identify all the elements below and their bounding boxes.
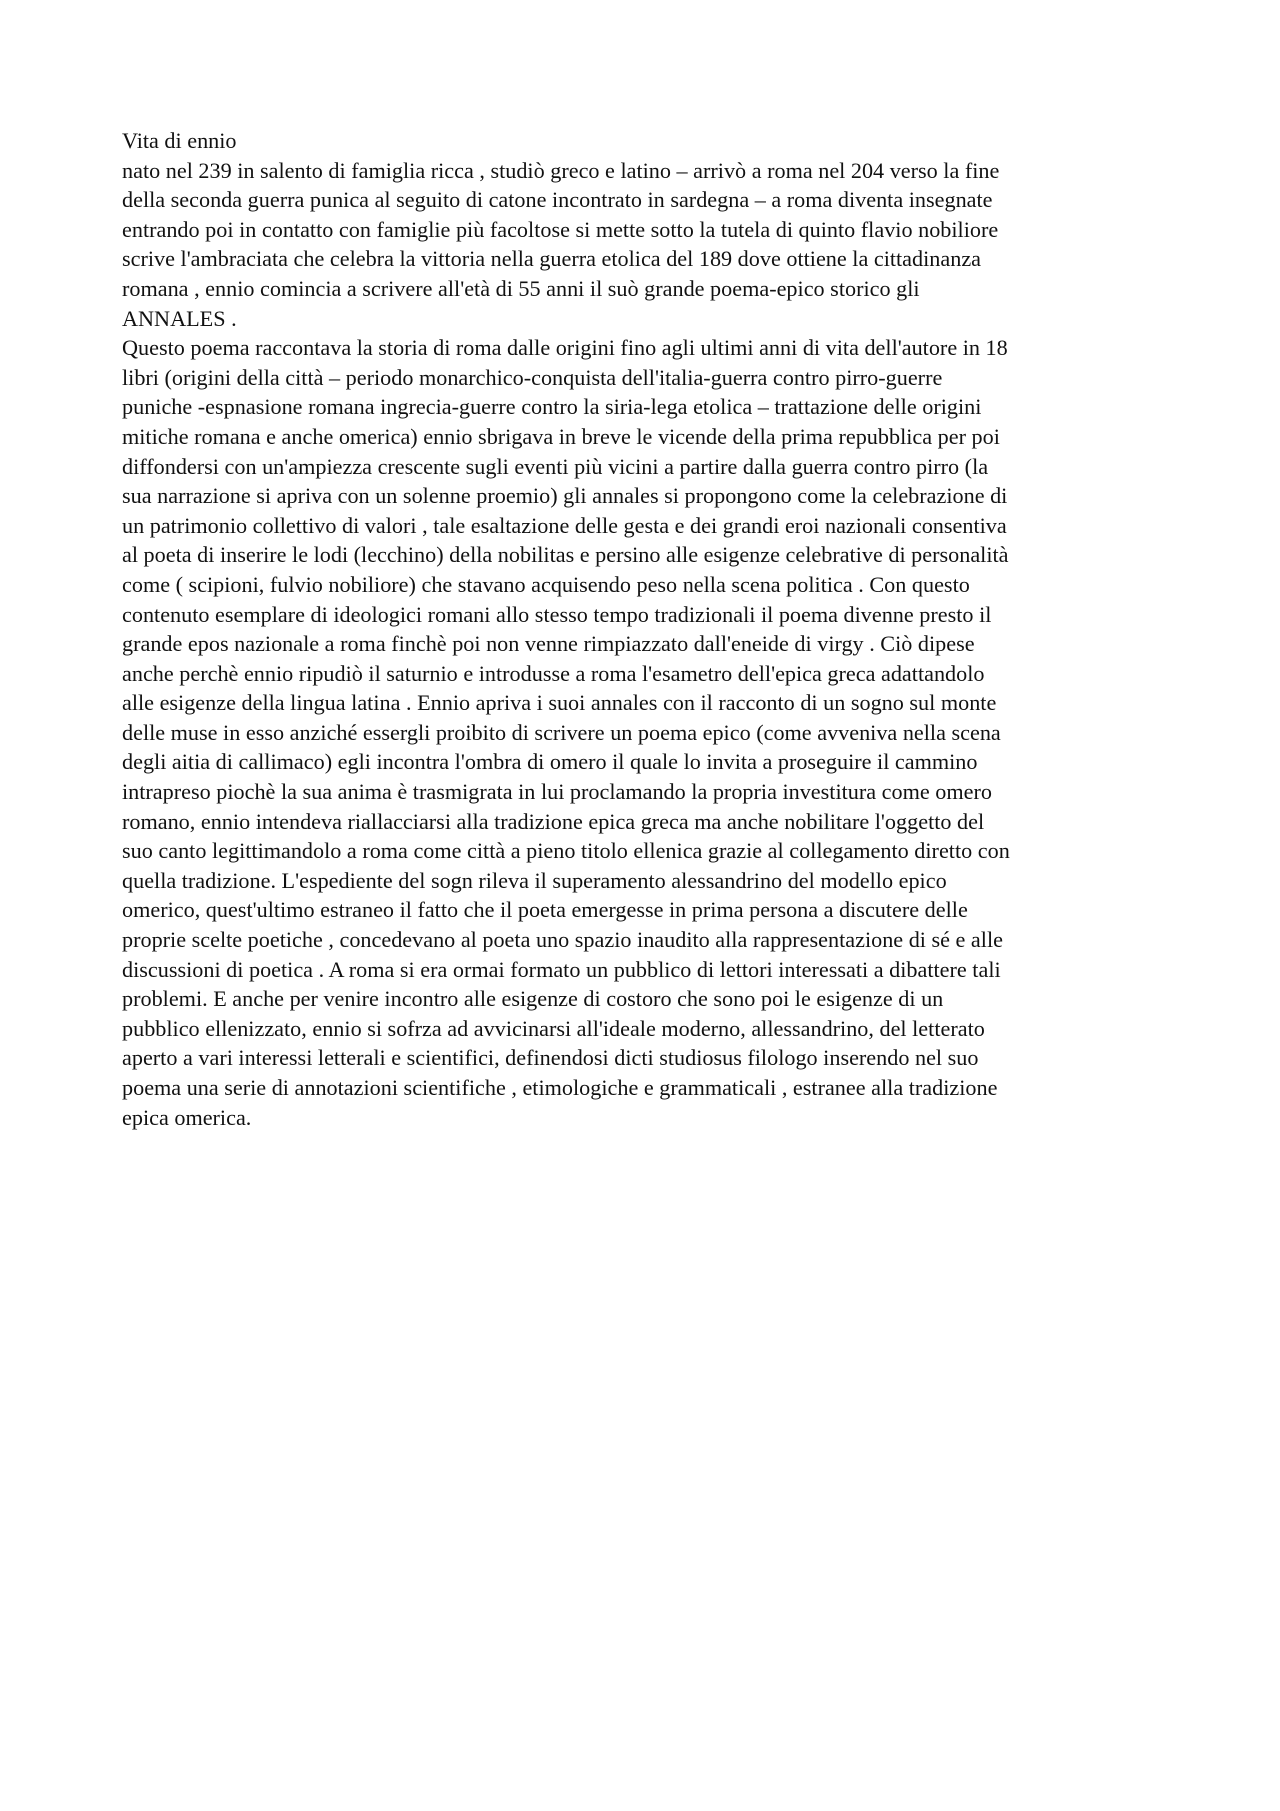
document-body (122, 126, 1162, 1132)
text-line: al poeta di inserire le lodi (lecchino) della nobilitas e persino alle esigenze celebrative di personalità (122, 542, 1009, 568)
text-line: puniche -espnasione romana ingrecia-guerre contro la siria-lega etolica – trattazione delle origini (122, 394, 982, 420)
text-line: pubblico ellenizzato, ennio si sofrza ad avvicinarsi all'ideale moderno, allessandrino, del letterato (122, 1015, 985, 1041)
text-line: sua narrazione si apriva con un solenne proemio) gli annales si propongono come la celebrazione di (122, 483, 1008, 509)
text-line: contenuto esemplare di ideologici romani allo stesso tempo tradizionali il poema divenne presto il (122, 601, 992, 627)
text-line: degli aitia di callimaco) egli incontra l'ombra di omero il quale lo invita a proseguire il cammino (122, 749, 978, 775)
text-line: poema una serie di annotazioni scientifiche , etimologiche e grammaticali , estranee alla tradizione (122, 1075, 998, 1100)
text-line: omerico, quest'ultimo estraneo il fatto che il poeta emergesse in prima persona a discutere delle (122, 897, 968, 923)
text-line: scrive l'ambraciata che celebra la vittoria nella guerra etolica del 189 dove ottiene la cittadinanza (122, 246, 982, 272)
text-line: ANNALES . (122, 305, 237, 331)
text-line: romano, ennio intendeva riallacciarsi alla tradizione epica greca ma anche nobilitare l'oggetto del (122, 808, 985, 834)
text-line: aperto a vari interessi letterali e scientifici, definendosi dicti studiosus filologo inserendo nel suo (122, 1045, 979, 1071)
text-line: quella tradizione. L'espediente del sogn rileva il superamento alessandrino del modello epico (122, 867, 947, 893)
text-line: problemi. E anche per venire incontro alle esigenze di costoro che sono poi le esigenze di un (122, 986, 944, 1012)
text-line: suo canto legittimandolo a roma come città a pieno titolo ellenica grazie al collegamento diretto con (122, 838, 1010, 864)
text-line: intrapreso piochè la sua anima è trasmigrata in lui proclamando la propria investitura come omero (122, 779, 992, 805)
text-line: proprie scelte poetiche , concedevano al poeta uno spazio inaudito alla rappresentazione di sé e alle (122, 927, 1003, 953)
text-line: romana , ennio comincia a scrivere all'età di 55 anni il suò grande poema-epico storico gli (122, 275, 920, 301)
text-line: epica omerica. (122, 1104, 252, 1130)
text-line: diffondersi con un'ampiezza crescente sugli eventi più vicini a partire dalla guerra contro pirro (la (122, 453, 989, 479)
text-line: anche perchè ennio ripudiò il saturnio e introdusse a roma l'esametro dell'epica greca adattandolo (122, 660, 985, 686)
text-line: grande epos nazionale a roma finchè poi non venne rimpiazzato dall'eneide di virgy . Ciò dipese (122, 631, 975, 657)
text-line: come ( scipioni, fulvio nobiliore) che stavano acquisendo peso nella scena politica . Con questo (122, 571, 970, 597)
document-title-line: Vita di ennio (122, 128, 237, 153)
text-line: mitiche romana e anche omerica) ennio sbrigava in breve le vicende della prima repubblica per poi (122, 423, 1000, 449)
text-line: libri (origini della città – periodo monarchico-conquista dell'italia-guerra contro pirro-guerre (122, 364, 943, 390)
text-line: entrando poi in contatto con famiglie più facoltose si mette sotto la tutela di quinto flavio nobiliore (122, 216, 999, 242)
text-line: delle muse in esso anziché essergli proibito di scrivere un poema epico (come avveniva nella scena (122, 719, 1001, 745)
text-line: della seconda guerra punica al seguito di catone incontrato in sardegna – a roma diventa insegnate (122, 187, 993, 213)
text-line: nato nel 239 in salento di famiglia ricca , studiò greco e latino – arrivò a roma nel 204 verso la fine (122, 157, 1000, 183)
text-line: discussioni di poetica . A roma si era ormai formato un pubblico di lettori interessati a dibattere tali (122, 956, 1001, 982)
text-line: Questo poema raccontava la storia di roma dalle origini fino agli ultimi anni di vita dell'autore in 18 (122, 335, 1008, 361)
text-line: un patrimonio collettivo di valori , tale esaltazione delle gesta e dei grandi eroi nazionali consentiva (122, 512, 1007, 538)
text-line: alle esigenze della lingua latina . Ennio apriva i suoi annales con il racconto di un sogno sul monte (122, 690, 997, 716)
